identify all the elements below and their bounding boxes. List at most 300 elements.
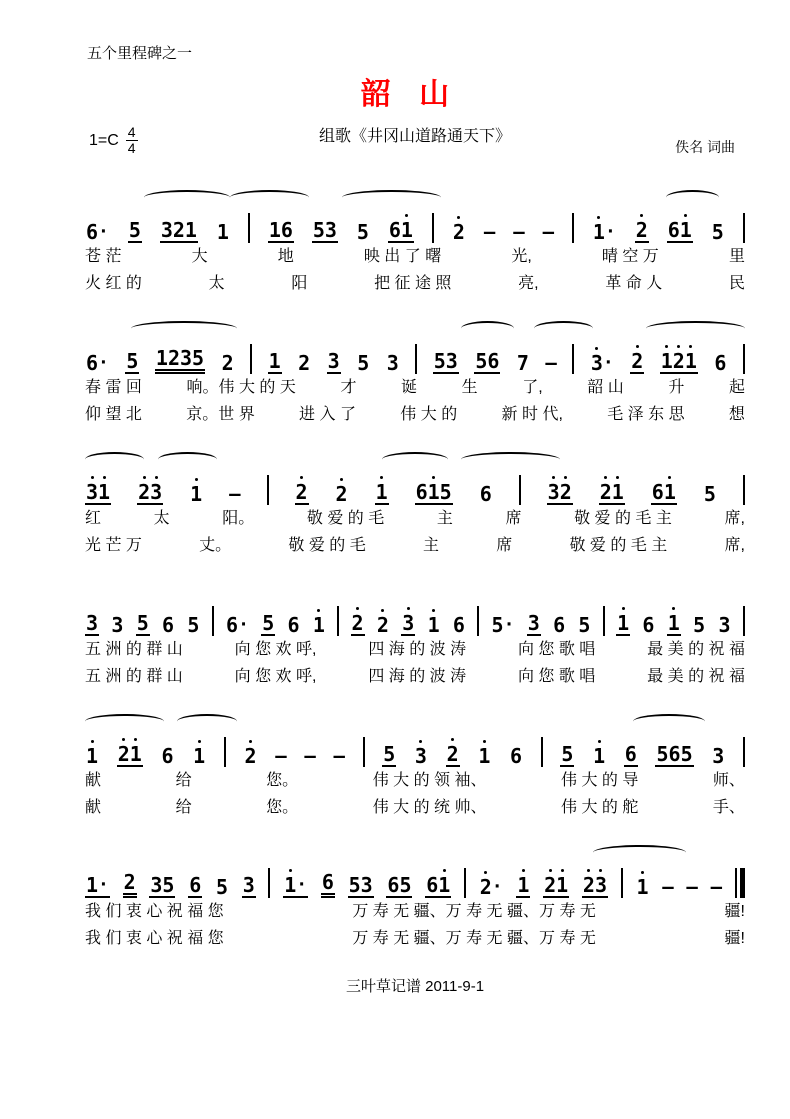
note-digit: 3: [150, 873, 163, 897]
lyric-segment: 伟 大 的 舵: [561, 799, 639, 816]
lyric-segment: 阳。: [222, 510, 255, 527]
duration-dash: –: [275, 745, 287, 767]
note: [492, 607, 504, 636]
note-digit: 3: [445, 349, 458, 373]
note-group: [221, 345, 235, 374]
barline: [337, 606, 339, 636]
note: [556, 867, 568, 896]
note-digit: 3: [324, 218, 337, 242]
note: [161, 212, 173, 241]
note-digit: 6: [189, 873, 202, 897]
lyric-segment: 民: [728, 275, 745, 292]
lyric-segment: 五 洲 的 群 山: [85, 668, 183, 685]
barline: [464, 868, 466, 898]
note-group: [283, 867, 308, 898]
lyric-segment: 向 您 欢 呼,: [234, 641, 317, 658]
composer-credit: 佚名 词曲: [675, 139, 735, 155]
augmentation-dot: [98, 214, 109, 243]
note-group: [630, 343, 644, 374]
note-digit: 3: [527, 611, 540, 635]
notes-row: [85, 334, 745, 374]
note-digit: 1: [517, 873, 530, 897]
note-group: [351, 605, 365, 636]
slur-arc: [382, 452, 448, 467]
note: [517, 345, 529, 374]
note-group: [186, 607, 200, 636]
note-digit: 1: [284, 873, 297, 897]
lyric-segment: 您。: [266, 772, 299, 789]
note-digit: 2: [123, 870, 136, 894]
note-digit: 1: [478, 744, 491, 768]
note-digit: 6: [86, 220, 99, 244]
note-digit: 2: [221, 351, 234, 375]
note-group: [667, 605, 681, 636]
note: [447, 736, 459, 765]
barline: [363, 737, 365, 767]
note-digit: 2: [138, 480, 151, 504]
lyric-segment: 师、: [712, 772, 745, 789]
duration-dash: –: [483, 221, 496, 243]
note: [192, 340, 204, 369]
note-digit: 1: [427, 613, 440, 637]
note-digit: 3: [414, 744, 427, 768]
system-1: [85, 189, 745, 297]
note: [162, 867, 174, 896]
lyric-segment: 大: [191, 248, 208, 265]
octave-dot-slot: [102, 867, 105, 874]
barline: [743, 475, 745, 505]
lyric-segment: 席,: [724, 510, 745, 527]
note: [387, 345, 399, 374]
note-digit: 6: [161, 744, 174, 768]
lyrics-verse-2: [85, 532, 745, 559]
note: [118, 736, 130, 765]
notes-row: [85, 465, 745, 505]
lyric-segment: 伟 大 的 领 袖、: [372, 772, 487, 789]
lyric-segment: 响。伟 大 的 天: [186, 379, 296, 396]
augmentation-dot: [296, 867, 307, 896]
lyric-segment: 光 芒 万: [85, 537, 142, 554]
note: [124, 864, 136, 893]
note: [680, 212, 692, 241]
note-digit: 1: [400, 218, 413, 242]
note-digit: 6: [714, 351, 727, 375]
note-group: [577, 607, 591, 636]
note: [583, 867, 595, 896]
note: [336, 476, 348, 505]
note-digit: 1: [427, 480, 440, 504]
note-group: [312, 212, 338, 243]
note: [138, 474, 150, 503]
notes-line: [85, 844, 745, 898]
note: [401, 212, 413, 241]
key-tonic: 1=C: [89, 131, 119, 149]
note: [625, 736, 637, 765]
note-digit: 6: [321, 870, 334, 894]
lyric-segment: 向 您 欢 呼,: [234, 668, 317, 685]
note: [636, 869, 648, 898]
note-digit: 1: [679, 218, 692, 242]
note: [361, 867, 373, 896]
note-digit: 6: [287, 613, 300, 637]
note-digit: 1: [375, 480, 388, 504]
note-group: [188, 867, 202, 898]
note: [137, 605, 149, 634]
note-digit: 3: [160, 218, 173, 242]
barline: [477, 606, 479, 636]
note-group: [711, 738, 725, 767]
note-digit: 5: [491, 613, 504, 637]
note-digit: 1: [660, 349, 673, 373]
note-digit: 5: [192, 346, 205, 370]
note: [162, 607, 174, 636]
note-group: [703, 476, 717, 505]
note-group: [261, 605, 275, 636]
note-digit: 2: [295, 480, 308, 504]
lyrics-verse-2: [85, 663, 745, 690]
note-digit: 6: [479, 482, 492, 506]
note-group: [295, 474, 309, 505]
note-digit: 5: [656, 742, 669, 766]
lyric-segment: 伟 大 的 统 帅、: [372, 799, 487, 816]
note-digit: 1: [556, 873, 569, 897]
note-digit: 1: [667, 611, 680, 635]
lyric-segment: 亮,: [518, 275, 539, 292]
lyric-segment: 五 洲 的 群 山: [85, 641, 183, 658]
note: [387, 867, 399, 896]
final-barline-thin: [735, 868, 737, 898]
note-digit: 1: [129, 742, 142, 766]
note-group: [425, 867, 451, 898]
note-group: [692, 607, 706, 636]
note-digit: 5: [356, 220, 369, 244]
note-group: [635, 212, 649, 243]
notes-line: [85, 189, 745, 243]
lyric-segment: 手、: [712, 799, 745, 816]
note: [399, 867, 411, 896]
note: [517, 867, 529, 896]
note-group: [382, 736, 396, 767]
lyric-segment: 我 们 衷 心 祝 福 您: [85, 903, 224, 920]
barline: [743, 213, 745, 243]
note-digit: 5: [312, 218, 325, 242]
note-digit: 1: [86, 873, 99, 897]
note: [349, 867, 361, 896]
lyric-segment: 万 寿 无 疆、万 寿 无 疆、万 寿 无: [352, 903, 596, 920]
note: [150, 474, 162, 503]
slur-arc: [593, 845, 685, 860]
lyric-segment: 伟 大 的 导: [561, 772, 639, 789]
lyric-segment: 起: [728, 379, 745, 396]
note: [440, 474, 452, 503]
barline: [268, 868, 270, 898]
note: [548, 474, 560, 503]
note-group: [624, 736, 638, 767]
note-group: [242, 867, 256, 898]
note-group: [516, 867, 530, 898]
dot-glyph: ·: [604, 221, 616, 242]
note: [187, 607, 199, 636]
barline: [603, 606, 605, 636]
score: [85, 189, 745, 952]
note-digit: 6: [86, 351, 99, 375]
note: [284, 867, 296, 896]
note-group: [287, 607, 301, 636]
lyric-segment: 敬 爱 的 毛: [306, 510, 385, 527]
note-group: [616, 605, 630, 636]
note-digit: 3: [242, 873, 255, 897]
notes-line: [85, 320, 745, 374]
lyric-segment: 太: [153, 510, 170, 527]
note: [478, 738, 490, 767]
lyric-segment: 想: [728, 406, 745, 423]
note-digit: 6: [510, 744, 523, 768]
note-group: [667, 212, 693, 243]
duration-dash: –: [710, 876, 723, 898]
barline: [743, 737, 745, 767]
lyrics-verse-1: [85, 243, 745, 270]
note: [313, 607, 325, 636]
barline: [415, 344, 417, 374]
note: [86, 605, 98, 634]
note-group: [415, 474, 453, 505]
note-group: [161, 607, 175, 636]
note: [668, 212, 680, 241]
lyric-segment: 升: [668, 379, 685, 396]
lyric-segment: 疆!: [724, 930, 745, 947]
note-group: [85, 474, 111, 505]
note: [480, 476, 492, 505]
dot-glyph: ·: [503, 614, 515, 635]
note-digit: 3: [718, 613, 731, 637]
system-2: [85, 320, 745, 428]
note-digit: 2: [117, 742, 130, 766]
note: [86, 214, 98, 243]
note-digit: 2: [351, 611, 364, 635]
note: [383, 736, 395, 765]
slur-arc: [177, 714, 236, 729]
note: [656, 736, 668, 765]
lyric-segment: 最 美 的 祝 福: [647, 668, 745, 685]
note: [652, 474, 664, 503]
slur-arc: [342, 190, 441, 205]
lyric-segment: 向 您 歌 唱: [517, 641, 596, 658]
lyric-segment: 映 出 了 曙: [363, 248, 442, 265]
note-digit: 2: [172, 218, 185, 242]
note-digit: 5: [433, 349, 446, 373]
time-denominator: 4: [127, 140, 136, 156]
lyric-segment: 敬 爱 的 毛: [288, 537, 366, 554]
note-digit: 5: [348, 873, 361, 897]
note-digit: 5: [215, 875, 228, 899]
note: [642, 607, 654, 636]
note-group: [160, 738, 174, 767]
note-group: [452, 214, 466, 243]
note: [591, 345, 603, 374]
note: [130, 736, 142, 765]
note-digit: 5: [703, 482, 716, 506]
note-digit: 1: [617, 611, 630, 635]
slur-arc: [461, 321, 514, 336]
octave-dot-slot: [508, 607, 511, 614]
note-digit: 1: [312, 613, 325, 637]
lyric-segment: 献: [85, 799, 102, 816]
note-group: [335, 476, 349, 505]
note-group: [110, 607, 124, 636]
note: [189, 867, 201, 896]
note-digit: 1: [663, 480, 676, 504]
note: [288, 607, 300, 636]
note: [438, 867, 450, 896]
lyrics-verse-1: [85, 898, 745, 925]
note: [693, 607, 705, 636]
lyric-segment: 我 们 衷 心 祝 福 您: [85, 930, 224, 947]
note: [216, 869, 228, 898]
note-group: [543, 867, 569, 898]
slur-arc: [461, 452, 560, 467]
note-group: [552, 607, 566, 636]
note: [704, 476, 716, 505]
lyric-segment: 革 命 人: [605, 275, 663, 292]
barline: [267, 475, 269, 505]
note: [325, 212, 337, 241]
note: [98, 474, 110, 503]
notes-line: [85, 582, 745, 636]
lyric-segment: 新 时 代,: [501, 406, 563, 423]
note-digit: 1: [636, 875, 649, 899]
note-group: [516, 345, 530, 374]
slur-arc: [85, 452, 144, 467]
lyric-segment: 苍 茫: [85, 248, 122, 265]
series-note: 五个里程碑之一: [87, 45, 193, 62]
lyric-segment: 了,: [522, 379, 543, 396]
note: [111, 607, 123, 636]
note-digit: 6: [387, 873, 400, 897]
note-digit: 2: [582, 873, 595, 897]
note-group: [388, 212, 414, 243]
note: [298, 345, 310, 374]
barline: [212, 606, 214, 636]
barline: [224, 737, 226, 767]
meta-row: [85, 121, 745, 175]
lyric-segment: 席,: [724, 537, 745, 554]
note: [156, 340, 168, 369]
note: [718, 607, 730, 636]
octave-dot-slot: [609, 214, 612, 221]
lyric-segment: 红: [85, 510, 102, 527]
note: [389, 212, 401, 241]
note-digit: 3: [327, 349, 340, 373]
note-digit: 1: [593, 744, 606, 768]
note-group: [375, 474, 389, 505]
note: [510, 738, 522, 767]
note: [161, 738, 173, 767]
lyric-segment: 光,: [511, 248, 532, 265]
note-digit: 2: [298, 351, 311, 375]
note-digit: 5: [262, 611, 275, 635]
slur-arc: [534, 321, 593, 336]
dot-glyph: ·: [98, 352, 109, 373]
note: [453, 214, 465, 243]
lyrics-verse-2: [85, 794, 745, 821]
note-digit: 3: [402, 611, 415, 635]
note: [357, 345, 369, 374]
note-digit: 2: [446, 742, 459, 766]
note-digit: 1: [190, 482, 203, 506]
note: [193, 738, 205, 767]
lyric-segment: 给: [175, 799, 192, 816]
lyrics-verse-2: [85, 270, 745, 297]
note: [612, 474, 624, 503]
note: [376, 474, 388, 503]
note-group: [85, 214, 110, 243]
note: [560, 474, 572, 503]
barline: [248, 213, 250, 243]
barline: [743, 606, 745, 636]
note: [226, 607, 238, 636]
note-group: [547, 474, 573, 505]
octave-dot-slot: [242, 607, 245, 614]
note-group: [509, 738, 523, 767]
lyric-segment: 您。: [266, 799, 299, 816]
key-signature: [89, 125, 138, 156]
note-group: [136, 605, 150, 636]
note: [86, 738, 98, 767]
note: [553, 607, 565, 636]
note-group: [386, 867, 412, 898]
note: [595, 867, 607, 896]
note-digit: 6: [553, 613, 566, 637]
lyrics-verse-1: [85, 374, 745, 401]
slur-arc: [158, 452, 217, 467]
lyric-segment: 毛 泽 东 思: [607, 406, 685, 423]
note-group: [414, 738, 428, 767]
note-group: [85, 867, 110, 898]
note: [428, 607, 440, 636]
lyric-segment: 席: [496, 537, 513, 554]
note-group: [479, 476, 493, 505]
note: [185, 212, 197, 241]
note: [681, 736, 693, 765]
note: [636, 212, 648, 241]
note-digit: 5: [439, 480, 452, 504]
note-group: [527, 605, 541, 636]
note: [150, 867, 162, 896]
note-digit: 6: [415, 480, 428, 504]
note: [669, 736, 681, 765]
augmentation-dot: [98, 867, 109, 896]
lyric-segment: 仰 望 北: [85, 406, 142, 423]
note: [313, 212, 325, 241]
note-group: [216, 214, 230, 243]
note-group: [446, 736, 460, 767]
system-6: [85, 844, 745, 952]
note-digit: 1: [155, 346, 168, 370]
note-group: [85, 738, 99, 767]
note-group: [582, 867, 608, 898]
song-subtitle: 组歌《井冈山道路通天下》: [318, 128, 511, 145]
note-group: [386, 345, 400, 374]
note: [173, 212, 185, 241]
note-digit: 5: [136, 611, 149, 635]
lyric-segment: 诞: [401, 379, 418, 396]
note: [631, 343, 643, 372]
note-digit: 3: [547, 480, 560, 504]
note: [402, 605, 414, 634]
note-group: [160, 212, 198, 243]
dot-glyph: ·: [491, 876, 503, 897]
lyric-segment: 阳: [291, 275, 308, 292]
